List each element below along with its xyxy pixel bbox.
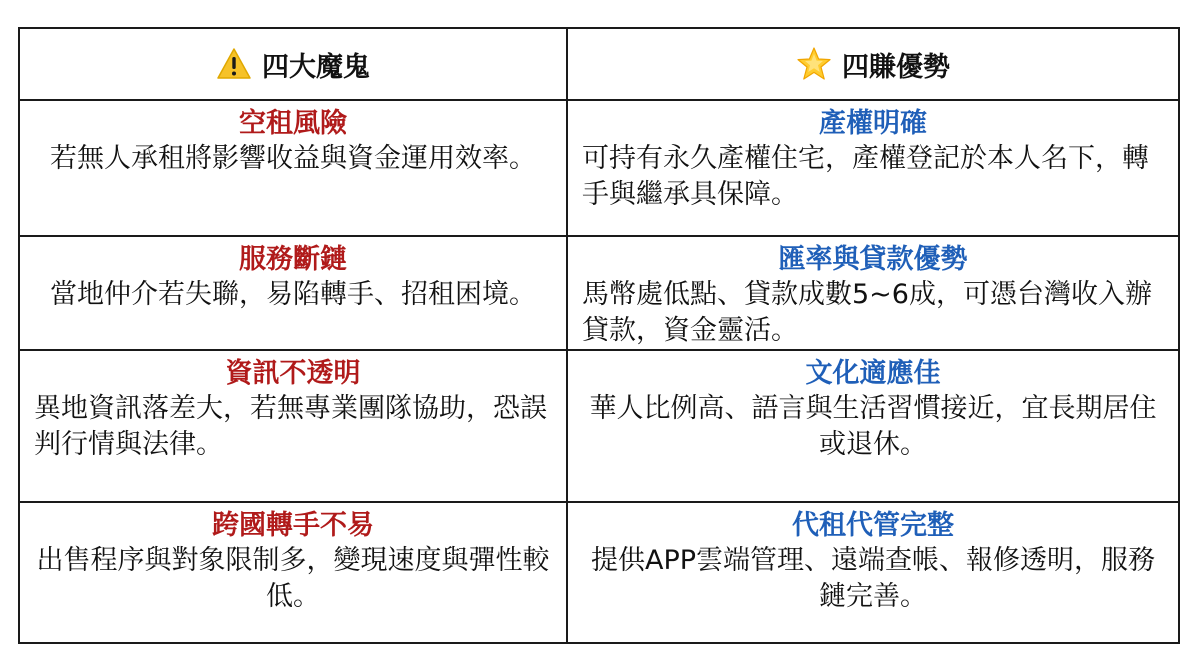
risk-cell-4 (20, 503, 568, 642)
advantage-text: 華人比例高、語言與生活習慣接近，宜長期居住或退休。 (589, 393, 1157, 460)
header-advantages (568, 29, 1178, 101)
header-advantages-label: 四賺優勢 (842, 51, 950, 83)
risk-text: 出售程序與對象限制多，變現速度與彈性較低。 (36, 545, 550, 612)
advantage-title: 文化適應佳 (805, 358, 941, 389)
advantage-title: 產權明確 (819, 108, 927, 139)
header-risks (20, 29, 568, 101)
risk-title: 服務斷鏈 (239, 244, 347, 275)
star-icon (796, 46, 832, 82)
advantage-text: 馬幣處低點、貸款成數5~6成，可憑台灣收入辦貸款，資金靈活。 (582, 279, 1152, 346)
risk-title: 資訊不透明 (225, 358, 361, 389)
warning-icon (216, 46, 252, 82)
risk-cell-3 (20, 351, 568, 503)
risk-text: 若無人承租將影響收益與資金運用效率。 (50, 143, 536, 174)
risk-title: 空租風險 (239, 108, 347, 139)
risk-title: 跨國轉手不易 (212, 510, 374, 541)
risk-cell-2 (20, 237, 568, 351)
advantage-text: 可持有永久產權住宅，產權登記於本人名下，轉手與繼承具保障。 (582, 143, 1149, 210)
advantage-cell-3 (568, 351, 1178, 503)
risk-cell-1 (20, 101, 568, 237)
advantage-cell-1 (568, 101, 1178, 237)
header-risks-label: 四大魔鬼 (262, 51, 370, 83)
advantage-cell-2 (568, 237, 1178, 351)
risk-text: 當地仲介若失聯，易陷轉手、招租困境。 (50, 279, 536, 310)
comparison-table (18, 27, 1180, 644)
risk-text: 異地資訊落差大，若無專業團隊協助，恐誤判行情與法律。 (34, 393, 547, 460)
advantage-text: 提供APP雲端管理、遠端查帳、報修透明，服務鏈完善。 (590, 545, 1156, 612)
advantage-title: 代租代管完整 (792, 510, 954, 541)
advantage-title: 匯率與貸款優勢 (778, 244, 968, 275)
advantage-cell-4 (568, 503, 1178, 642)
